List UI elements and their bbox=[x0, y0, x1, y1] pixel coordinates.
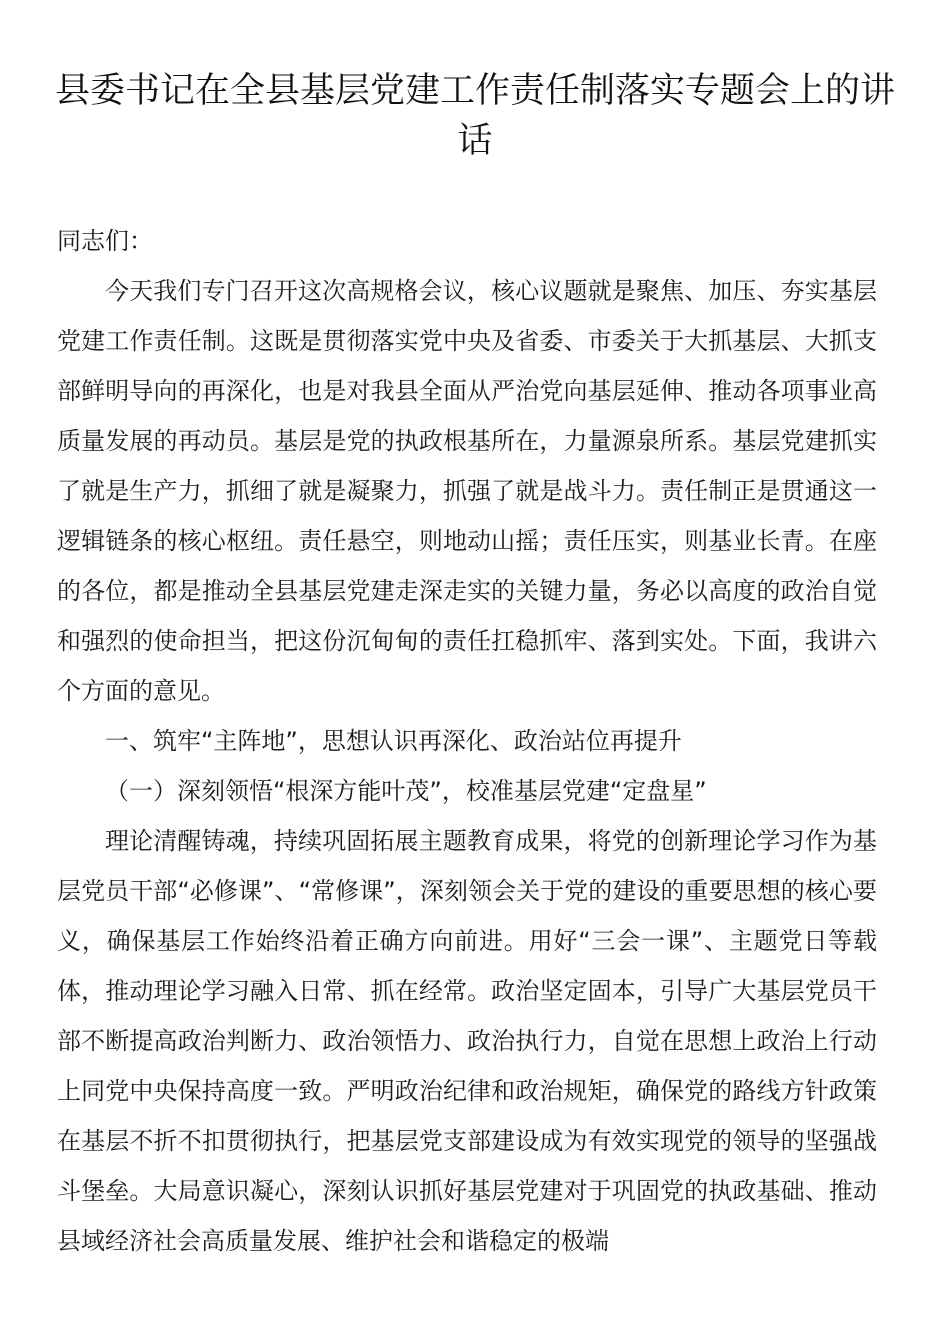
salutation: 同志们： bbox=[57, 227, 153, 255]
subsection-heading-1-1: （一）深刻领悟“根深方能叶茂”，校准基层党建“定盘星” bbox=[105, 777, 707, 805]
section-heading-1: 一、筑牢“主阵地”，思想认识再深化、政治站位再提升 bbox=[105, 727, 682, 755]
document-title: 县委书记在全县基层党建工作责任制落实专题会上的讲话 bbox=[54, 71, 895, 161]
paragraph-intro: 今天我们专门召开这次高规格会议，核心议题就是聚焦、加压、夯实基层党建工作责任制。这既是贯彻落实党中央及省委、市委关于大抓基层、大抓支部鲜明导向的再深化，也是对我县全面从严治党向基层延伸、推动各项事业高质量发展的再动员。基层是党的执政根基所在，力量源泉所系。基层党建抓实了就是生产力，抓细了就是凝聚力，抓强了就是战斗力。责任制正是贯通这一逻辑链条的核心枢纽。责任悬空，则地动山摇；责任压实，则基业长青。在座的各位，都是推动全县基层党建走深走实的关键力量，务必以高度的政治自觉和强烈的使命担当，把这份沉甸甸的责任扛稳抓牢、落到实处。下面，我讲六个方面的意见。 bbox=[57, 277, 877, 705]
document-body bbox=[57, 216, 877, 1266]
paragraph-body: 理论清醒铸魂，持续巩固拓展主题教育成果，将党的创新理论学习作为基层党员干部“必修课”、“常修课”，深刻领会关于党的建设的重要思想的核心要义，确保基层工作始终沿着正确方向前进。用好“三会一课”、主题党日等载体，推动理论学习融入日常、抓在经常。政治坚定固本，引导广大基层党员干部不断提高政治判断力、政治领悟力、政治执行力，自觉在思想上政治上行动上同党中央保持高度一致。严明政治纪律和政治规矩，确保党的路线方针政策在基层不折不扣贯彻执行，把基层党支部建设成为有效实现党的领导的坚强战斗堡垒。大局意识凝心，深刻认识抓好基层党建对于巩固党的执政基础、推动县域经济社会高质量发展、维护社会和谐稳定的极端 bbox=[57, 827, 877, 1255]
